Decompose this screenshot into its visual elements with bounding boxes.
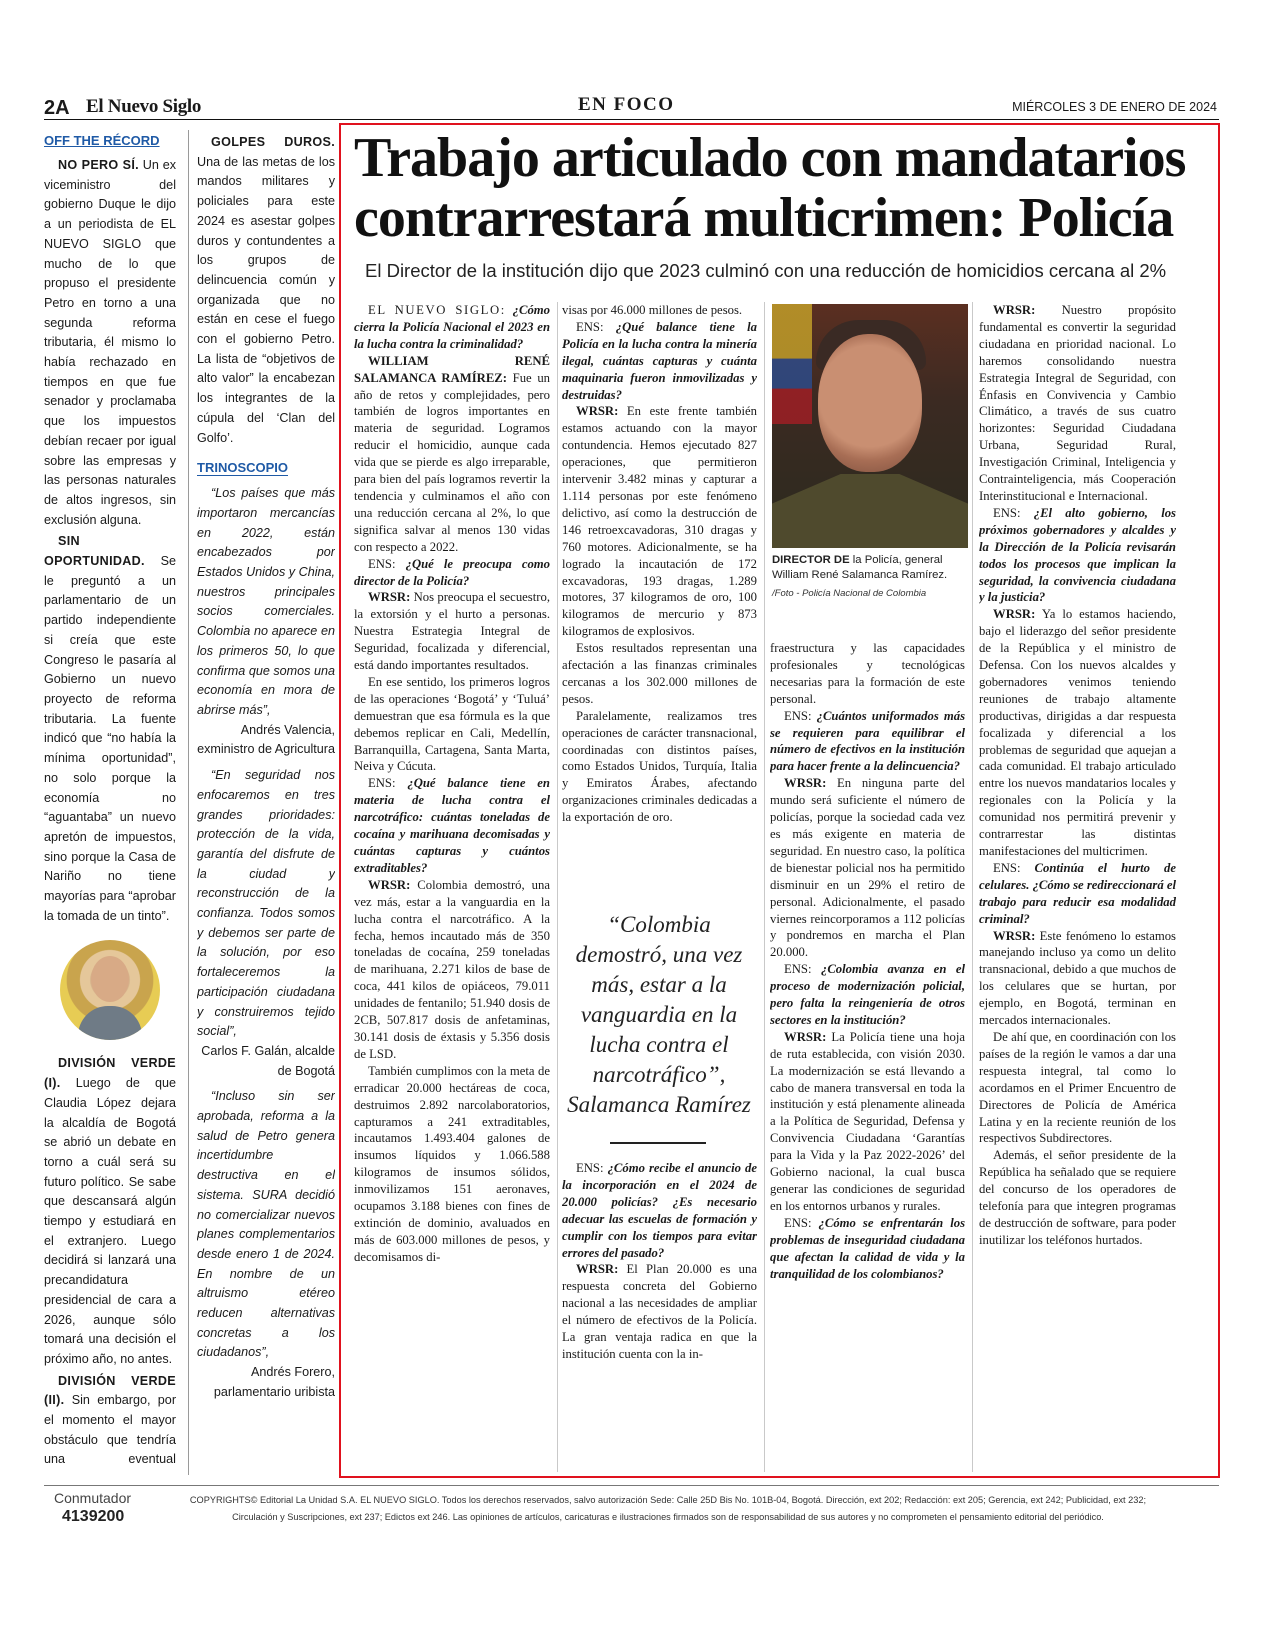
issue-date: MIÉRCOLES 3 DE ENERO DE 2024 xyxy=(1012,100,1217,114)
interview-paragraph: ENS: ¿Qué le preocupa como director de la Policía? xyxy=(354,556,550,588)
column-divider xyxy=(764,302,765,1472)
interview-paragraph: ENS: ¿Cuántos uniformados más se requieren para equilibrar el número de efectivos en la institución para hacer frente a la delincuencia? xyxy=(770,708,965,774)
newspaper-masthead: El Nuevo Siglo xyxy=(86,96,202,117)
section-title: EN FOCO xyxy=(578,94,675,115)
column-divider xyxy=(972,302,973,1472)
interview-paragraph: WRSR: La Policía tiene una hoja de ruta establecida, con visión 2030. La modernización se está llevando a cabo de manera transversal en toda la institución y está plenamente alineada a la Política de Seguridad, Defensa y Convivencia Ciudadana ‘Garantías para la Vida y la Paz 2022-2026’ del Gobierno nacional, la cual busca generar las condiciones de seguridad en los entornos urbanos y rurales. xyxy=(770,1029,965,1213)
interview-paragraph: WRSR: Nuestro propósito fundamental es convertir la seguridad ciudadana en prioridad nacional. Lo haremos consolidando nuestra Estrategia Integral de Seguridad, con Énfasis en Convivencia y Cambio Climático, a través de sus cuatro horizontes: Seguridad Ciudadana Urbana, Seguridad Rural, Investigación Criminal, Inteligencia y Contrainteligencia, más Cooperación Interinstitucional e Internacional. xyxy=(979,303,1176,503)
interview-paragraph: ENS: ¿Qué balance tiene la Policía en la lucha contra la minería ilegal, cuántas capturas y cuánta maquinaria fueron inmovilizadas y destruidas? xyxy=(562,319,757,402)
trino-author: Andrés Forero, parlamentario uribista xyxy=(213,1365,335,1399)
interview-paragraph: ENS: ¿Cómo recibe el anuncio de la incorporación en el 2024 de 20.000 policías? ¿Es necesario adecuar las escuelas de formación y cumplir con los tiempos para evitar errores del pasado? xyxy=(562,1161,757,1260)
interview-paragraph: WRSR: Ya lo estamos haciendo, bajo el liderazgo del señor presidente de la República y el ministro de Defensa. Con los nuevos alcaldes y gobernadores venimos teniendo reuniones de trabajo altamente productivas, dirigidas a dar respuesta focalizada y diferencial a los problemas de seguridad que aquejan a cada comunidad. El trabajo articulado entre los nuevos mandatarios locales y regionales con la Policía y la comunidad nos permitirá prevenir y contrarrestar las distintas manifestaciones del multicrimen. xyxy=(979,607,1176,858)
article-column-3 xyxy=(770,640,965,1470)
article-column-2 xyxy=(562,302,757,892)
interview-paragraph: De ahí que, en coordinación con los países de la región le vamos a dar una respuesta integral, tal como lo acordamos en el Primer Encuentro de Directores de Policía de América Latina y en la reciente reunión de los respectivos Subdirectores. xyxy=(979,1029,1176,1146)
off-the-record-kicker: OFF THE RÉCORD xyxy=(44,133,160,148)
trino-author: Carlos F. Galán, alcalde de Bogotá xyxy=(201,1043,335,1078)
interview-paragraph: WRSR: En ninguna parte del mundo será suficiente el número de policías, porque la sociedad cada vez es más exigente en materia de seguridad. En nuestro caso, la política de bienestar policial nos ha permitido disminuir en un 29% el retiro de personal. Adicionalmente, el pasado viernes reincorporamos a 112 policías y pondremos en marcha el Plan 20.000. xyxy=(770,776,965,960)
interview-paragraph: También cumplimos con la meta de erradicar 20.000 hectáreas de coca, destruimos 2.892 narcolaboratorios, capturamos a 241 extraditables, incautamos 1.493.404 galones de insumos líquidos y 1.066.588 kilogramos de insumos sólidos, inmovilizamos 151 aeronaves, ocupamos 3.188 bienes con fines de extinción de dominio, avaluados en más de 603.000 millones de pesos, y decomisamos di- xyxy=(354,1063,550,1264)
interview-paragraph: WRSR: En este frente también estamos actuando con la mayor contundencia. Hemos ejecutado 827 operaciones, que permitieron intervenir 3.482 minas y capturar a 1.114 personas por este fenómeno delictivo, así como la destrucción de 146 retroexcavadoras, 310 dragas y 760 motores. Adicionalmente, se ha logrado la incautación de 172 excavadoras, 193 dragas, 1.289 motores, 37 kilogramos de oro, 100 kilogramos de mercurio y 873 kilogramos de explosivos. xyxy=(562,404,757,639)
article-subheadline: El Director de la institución dijo que 2023 culminó con una reducción de homicidios cercana al 2% xyxy=(365,260,1167,281)
interview-paragraph: fraestructura y las capacidades profesionales y tecnológicas necesarias para la formación de este personal. xyxy=(770,641,965,706)
switchboard-label: Conmutador xyxy=(54,1490,132,1506)
interview-paragraph: WRSR: Este fenómeno lo estamos manejando incluso ya como un delito transnacional, debido a que muchos de los celulares que se hurtan, por ejemplo, en Bogotá, terminan en mercados internacionales. xyxy=(979,928,1176,1028)
photo-caption: DIRECTOR DE la Policía, general William René Salamanca Ramírez. xyxy=(772,554,948,581)
interview-paragraph: ENS: ¿Colombia avanza en el proceso de modernización policial, pero falta la reingeniería de otros sectores en la institución? xyxy=(770,962,965,1027)
sidebar-item: DIVISIÓN VERDE (II). Sin embargo, por el momento el mayor obstáculo que tendría una eventual xyxy=(44,1373,176,1467)
trinoscopio-kicker: TRINOSCOPIO xyxy=(197,460,289,476)
police-director-photo xyxy=(772,304,968,548)
page-number: 2A xyxy=(44,97,70,119)
photo-credit: /Foto - Policía Nacional de Colombia xyxy=(772,588,927,599)
interview-paragraph: visas por 46.000 millones de pesos. xyxy=(562,303,743,317)
pull-quote-rule xyxy=(610,1142,706,1144)
interview-paragraph: ENS: ¿Qué balance tiene en materia de lucha contra el narcotráfico: cuántas toneladas de cocaína y marihuana decomisadas y cuántas capturas y cuántos extraditables? xyxy=(354,776,550,875)
pull-quote: “Colombia demostró, una vez más, estar a la vanguardia en la lucha contra el narcotráfico”, Salamanca Ramírez xyxy=(567,912,751,1117)
sidebar-item: GOLPES DUROS. Una de las metas de los mandos militares y policiales para este 2024 es asestar golpes duros y contundentes a los grupos de delincuencia común y organizada que no están en cese el fuego con el gobierno Petro. La lista de “objetivos de alto valor” la encabezan los integrantes de la cúpula del ‘Clan del Golfo’. xyxy=(197,135,335,445)
interview-paragraph: ENS: ¿Cómo se enfrentarán los problemas de inseguridad ciudadana que afectan la calidad de vida y la tranquilidad de los colombianos? xyxy=(770,1215,965,1281)
interview-paragraph: ENS: Continúa el hurto de celulares. ¿Cómo se redireccionará el trabajo para reducir esa modalidad criminal? xyxy=(979,860,1176,926)
legal-line: Circulación y Suscripciones, ext 237; Edictos ext 246. Las opiniones de artículos, caricaturas e ilustraciones firmados son de responsabilidad de sus autores y no comprometen el pensamiento editorial del periódico. xyxy=(232,1512,1104,1522)
trino-quote: “Incluso sin ser aprobada, reforma a la salud de Petro genera incertidumbre destructiva en el sistema. SURA decidió no comercializar nuevos planes complementarios desde enero 1 de 2024. En nombre de un altruismo etéreo reducen alternativas concretas a los ciudadanos”, xyxy=(197,1089,335,1360)
interview-paragraph: WRSR: El Plan 20.000 es una respuesta concreta del Gobierno nacional a las necesidades de ampliar el número de efectivos de la Policía. La gran ventaja radica en que la institución cuenta con la in- xyxy=(562,1262,757,1361)
sidebar-column-1 xyxy=(44,133,176,1473)
article-headline: Trabajo articulado con mandatarios contrarrestará multicrimen: Policía xyxy=(354,127,1186,249)
interview-paragraph: WILLIAM RENÉ SALAMANCA RAMÍREZ: Fue un año de retos y complejidades, pero también de logros importantes en materia de seguridad. Logramos reducir el homicidio, aunque cada vida que se pierde es algo irreparable, para bien del país logramos revertir la tendencia y culminamos el año con una reducción cercana al 2%, lo que significa salvar al menos 130 vidas con respecto a 2022. xyxy=(354,353,550,554)
header-rule xyxy=(44,119,1219,120)
sidebar-item: DIVISIÓN VERDE (I). Luego de que Claudia López dejara la alcaldía de Bogotá se abrió un debate en torno a cuál será su futuro político. Se sabe que descansará algún tiempo y estudiará en el extranjero. Luego decidirá si lanzará una precandidatura presidencial de cara a 2026, aunque sólo tomará una decisión el próximo año, no antes. xyxy=(44,1056,176,1366)
column-divider xyxy=(557,302,558,1472)
trino-author: Andrés Valencia, exministro de Agricultura xyxy=(197,722,335,757)
sidebar-column-2 xyxy=(197,133,335,1473)
sidebar-item: NO PERO SÍ. Un ex viceministro del gobierno Duque le dijo a un periodista de EL NUEVO SIGLO que mucho de lo que propuso el presidente Petro en torno a una segunda reforma tributaria, él mismo lo había rechazado en tiempos en que fue senador y proclamaba que los impuestos debían recaer por igual sobre las empresas y las personas naturales de altos ingresos, sin exclusión alguna. xyxy=(44,158,176,527)
article-column-1 xyxy=(354,302,550,1472)
legal-notice xyxy=(183,1492,1153,1526)
switchboard-number: 4139200 xyxy=(62,1508,125,1525)
claudia-lopez-portrait xyxy=(60,940,160,1040)
trino-quote: “Los países que más importaron mercancías en 2022, están encabezados por Estados Unidos y China, nuestros principales socios comerciales. Colombia no aparece en los primeros 50, lo que confirma que somos una economía en mora de abrirse más”, xyxy=(197,486,335,717)
interview-paragraph: En ese sentido, los primeros logros de las operaciones ‘Bogotá’ y ‘Tuluá’ demuestran que esa fórmula es la que debemos replicar en Cali, Medellín, Barranquilla, Cartagena, Santa Marta, Neiva y Cúcuta. xyxy=(354,674,550,774)
interview-paragraph: ENS: ¿El alto gobierno, los próximos gobernadores y alcaldes y la Dirección de la Policía revisarán todos los procesos que implican la seguridad, la convivencia ciudadana y la justicia? xyxy=(979,505,1176,605)
legal-line: COPYRIGHTS© Editorial La Unidad S.A. EL NUEVO SIGLO. Todos los derechos reservados, salvo autorización Sede: Calle 25D Bis No. 101B-04, Bogotá. Dirección, ext 202; Redacción: ext 205; Gerencia, ext 242; Publicidad, ext 232; xyxy=(189,1495,1147,1505)
interview-paragraph: Estos resultados representan una afectación a las finanzas criminales cercanas a los 302.000 millones de pesos. xyxy=(562,641,757,706)
interview-paragraph: WRSR: Nos preocupa el secuestro, la extorsión y el hurto a personas. Nuestra Estrategia Integral de Seguridad, focalizada y diferencial, está dando importantes resultados. xyxy=(354,590,550,673)
interview-paragraph: WRSR: Colombia demostró, una vez más, estar a la vanguardia en la lucha contra el narcotráfico. A la fecha, hemos incautado más de 350 toneladas de cocaína, 259 toneladas de marihuana, 2.271 kilos de base de coca, 441 kilos de opiáceos, 79.011 unidades de fentanilo; 51.940 dosis de 2CB, 507.817 dosis de anfetaminas, 30.141 dosis de éxtasis y 5.356 dosis de LSD. xyxy=(354,877,550,1061)
article-column-4 xyxy=(979,302,1176,1472)
interview-paragraph: EL NUEVO SIGLO: ¿Cómo cierra la Policía Nacional el 2023 en la lucha contra la criminalidad? xyxy=(354,303,550,351)
article-column-2-bottom xyxy=(562,1160,757,1472)
interview-paragraph: Paralelamente, realizamos tres operaciones de carácter transnacional, coordinadas con distintos países, como Estados Unidos, Turquía, Italia y Emiratos Árabes, afectando organizaciones criminales dedicadas a la exportación de oro. xyxy=(562,708,757,825)
interview-paragraph: Además, el señor presidente de la República ha señalado que se requiere del concurso de los operadores de telefonía para que integren programas de destrucción de software, para poder inutilizar los teléfonos hurtados. xyxy=(979,1148,1176,1247)
sidebar-item: SIN OPORTUNIDAD. Se le preguntó a un parlamentario de un partido independiente si creía que este Congreso le pasaría al Gobierno un nuevo proyecto de reforma tributaria. La fuente indicó que “no había la mínima oportunidad”, no solo porque la economía no “aguantaba” un nuevo apretón de impuestos, sino porque la Casa de Nariño no tiene mayorías para “aprobar la tomada de un tinto”. xyxy=(44,534,176,923)
footer-rule xyxy=(44,1485,1219,1486)
sidebar-column-divider xyxy=(188,130,189,1475)
trino-quote: “En seguridad nos enfocaremos en tres grandes prioridades: protección de la vida, garantía del disfrute de la ciudad y reconstrucción de la confianza. Todos somos y debemos ser parte de la solución, por eso fortaleceremos la participación ciudadana y construiremos tejido social”, xyxy=(197,768,335,1039)
